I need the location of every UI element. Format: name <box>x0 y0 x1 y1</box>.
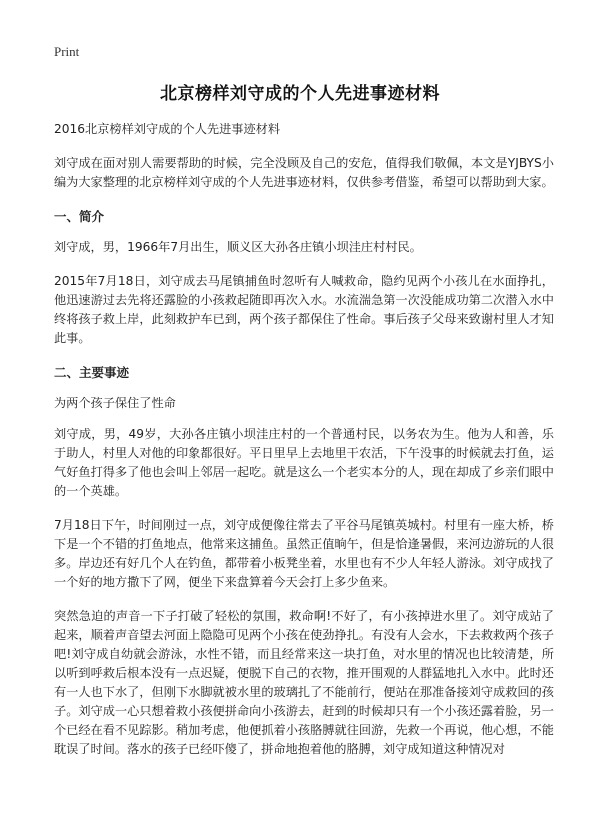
paragraph: 刘守成，男，1966年7月出生，顺义区大孙各庄镇小坝洼庄村村民。 <box>54 240 422 254</box>
print-link[interactable]: Print <box>54 44 80 59</box>
section-lead: 为两个孩子保住了性命 <box>54 396 176 410</box>
section-heading-main-deeds: 二、主要事迹 <box>54 365 130 380</box>
intro-paragraph: 刘守成在面对别人需要帮助的时候，完全没顾及自己的安危，值得我们敬佩，本文是YJBYS小编为大家整理的北京榜样刘守成的个人先进事迹材料，仅供参考借鉴，希望可以帮助到大家。 <box>54 156 554 189</box>
section-heading-intro: 一、简介 <box>54 209 105 224</box>
article-subtitle: 2016北京榜样刘守成的个人先进事迹材料 <box>54 122 281 136</box>
paragraph: 2015年7月18日，刘守成去马尾镇捕鱼时忽听有人喊救命，隐约见两个小孩儿在水面挣扎，他迅速游过去先将还露脸的小孩救起随即再次入水。水流湍急第一次没能成功第二次潜入水中终将孩子救上岸，此刻救护车已到，两个孩子都保住了性命。事后孩子父母来致谢村里人才知此事。 <box>54 274 554 345</box>
paragraph: 7月18日下午，时间刚过一点，刘守成便像往常去了平谷马尾镇英城村。村里有一座大桥，桥下是一个不错的打鱼地点，他常来这捕鱼。虽然正值晌午，但是恰逢暑假，来河边游玩的人很多。岸边还有好几个人在钓鱼，都带着小板凳坐着，水里也有不少人年轻人游泳。刘守成找了一个好的地方撒下了网，便坐下来盘算着今天会打上多少鱼来。 <box>54 518 554 589</box>
article-body <box>54 120 554 774</box>
paragraph: 刘守成，男，49岁，大孙各庄镇小坝洼庄村的一个普通村民，以务农为生。他为人和善，乐于助人，村里人对他的印象都很好。平日里早上去地里干农活，下午没事的时候就去打鱼，运气好鱼打得多了他也会叫上邻居一起吃。就是这么一个老实本分的人，现在却成了乡亲们眼中的一个英雄。 <box>54 427 554 498</box>
page-title: 北京榜样刘守成的个人先进事迹材料 <box>160 84 440 104</box>
paragraph: 突然急迫的声音一下子打破了轻松的氛围，救命啊!不好了，有小孩掉进水里了。刘守成站了起来，顺着声音望去河面上隐隐可见两个小孩在使劲挣扎。有没有人会水，下去救救两个孩子吧!刘守成自幼就会游泳，水性不错，而且经常来这一块打鱼，对水里的情况也比较清楚，所以听到呼救后根本没有一点迟疑，便脱下自己的衣物，推开围观的人群猛地扎入水中。此时还有一人也下水了，但刚下水脚就被水里的玻璃扎了不能前行，便站在那准备接刘守成救回的孩子。刘守成一心只想着救小孩便拼命向小孩游去，赶到的时候却只有一个小孩还露着脸，另一个已经在看不见踪影。稍加考虑，他便抓着小孩胳膊就往回游，先救一个再说，他心想，不能耽误了时间。落水的孩子已经吓傻了，拼命地抱着他的胳膊，刘守成知道这种情况对 <box>54 609 554 756</box>
